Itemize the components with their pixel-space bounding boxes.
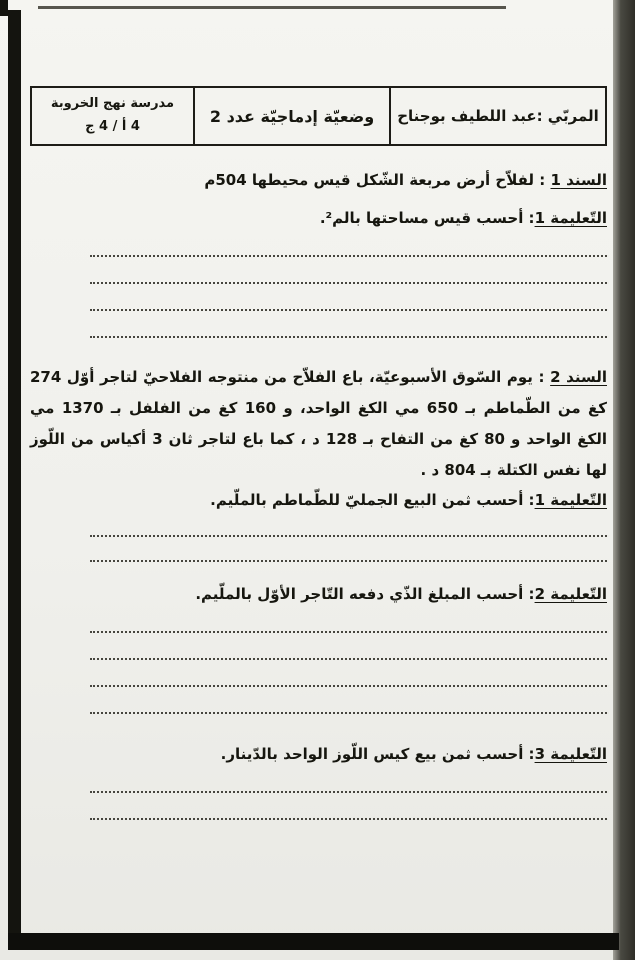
school-name: مدرسة نهج الخروبة [50, 96, 175, 112]
s2-instruction-2-label: التّعليمة 2 [534, 585, 607, 603]
scan-corner-artifact [0, 0, 8, 16]
s2-instruction-2-text: : أحسب المبلغ الذّي دفعه التّاجر الأوّل بالملّيم. [195, 585, 535, 603]
answer-line [90, 606, 607, 633]
s2-instruction-1-label: التّعليمة 1 [534, 491, 607, 509]
answer-line [90, 512, 607, 537]
s2-instruction-1-text: : أحسب ثمن البيع الجمليّ للطّماطم بالملّيم. [210, 491, 535, 509]
instruction-1-text: : أحسب قيس مساحتها بالم². [319, 209, 535, 227]
support-2-label: السند 2 [550, 368, 607, 386]
header-teacher-cell: المربّي :عبد اللطيف بوجناح [390, 87, 606, 145]
support-1-label: السند 1 [550, 171, 607, 189]
support-2 [30, 362, 607, 486]
page-content [30, 0, 607, 820]
header-row [31, 87, 606, 145]
support-1-text: : لفلاّح أرض مربعة الشّكل قيس محيطها 504م [204, 171, 551, 189]
scan-right-edge-artifact [613, 0, 635, 960]
support-2-instruction-2 [30, 582, 607, 606]
s2-instruction-3-label: التّعليمة 3 [534, 745, 607, 763]
answer-line [90, 537, 607, 562]
scan-left-edge-artifact [8, 10, 21, 938]
answer-line [90, 311, 607, 338]
header-school-cell [31, 87, 194, 145]
header-title-cell: وضعيّة إدماجيّة عدد 2 [194, 87, 390, 145]
answer-line [90, 633, 607, 660]
support-2-text: : يوم السّوق الأسبوعيّة، باع الفلاّح من منتوجه الفلاحيّ لتاجر أوّل 274 كغ من الطّماطم بـ 650 مي الكغ الواحد، و 160 كغ من الفلفل بـ 1370 مي الكغ الواحد و 80 كغ من التفاح بـ 128 د ، كما باع لتاجر ثان 3 أكياس من اللّوز لها نفس الكتلة بـ 804 د . [30, 368, 607, 479]
instruction-1-label: التّعليمة 1 [534, 209, 607, 227]
scan-bottom-edge-artifact [8, 933, 619, 950]
answer-line [90, 230, 607, 257]
answer-line [90, 660, 607, 687]
support-1-instruction-1 [30, 206, 607, 230]
answer-line [90, 284, 607, 311]
answer-line [90, 257, 607, 284]
class-label: 4 أ / 4 ج [85, 119, 140, 134]
support-1 [30, 168, 607, 192]
support-2-instruction-1 [30, 488, 607, 512]
answer-line [90, 793, 607, 820]
answer-line [90, 766, 607, 793]
answer-line [90, 687, 607, 714]
s2-instruction-3-text: : أحسب ثمن بيع كيس اللّوز الواحد بالدّينار. [220, 745, 535, 763]
support-2-instruction-3 [30, 742, 607, 766]
exam-header-table [30, 86, 607, 146]
